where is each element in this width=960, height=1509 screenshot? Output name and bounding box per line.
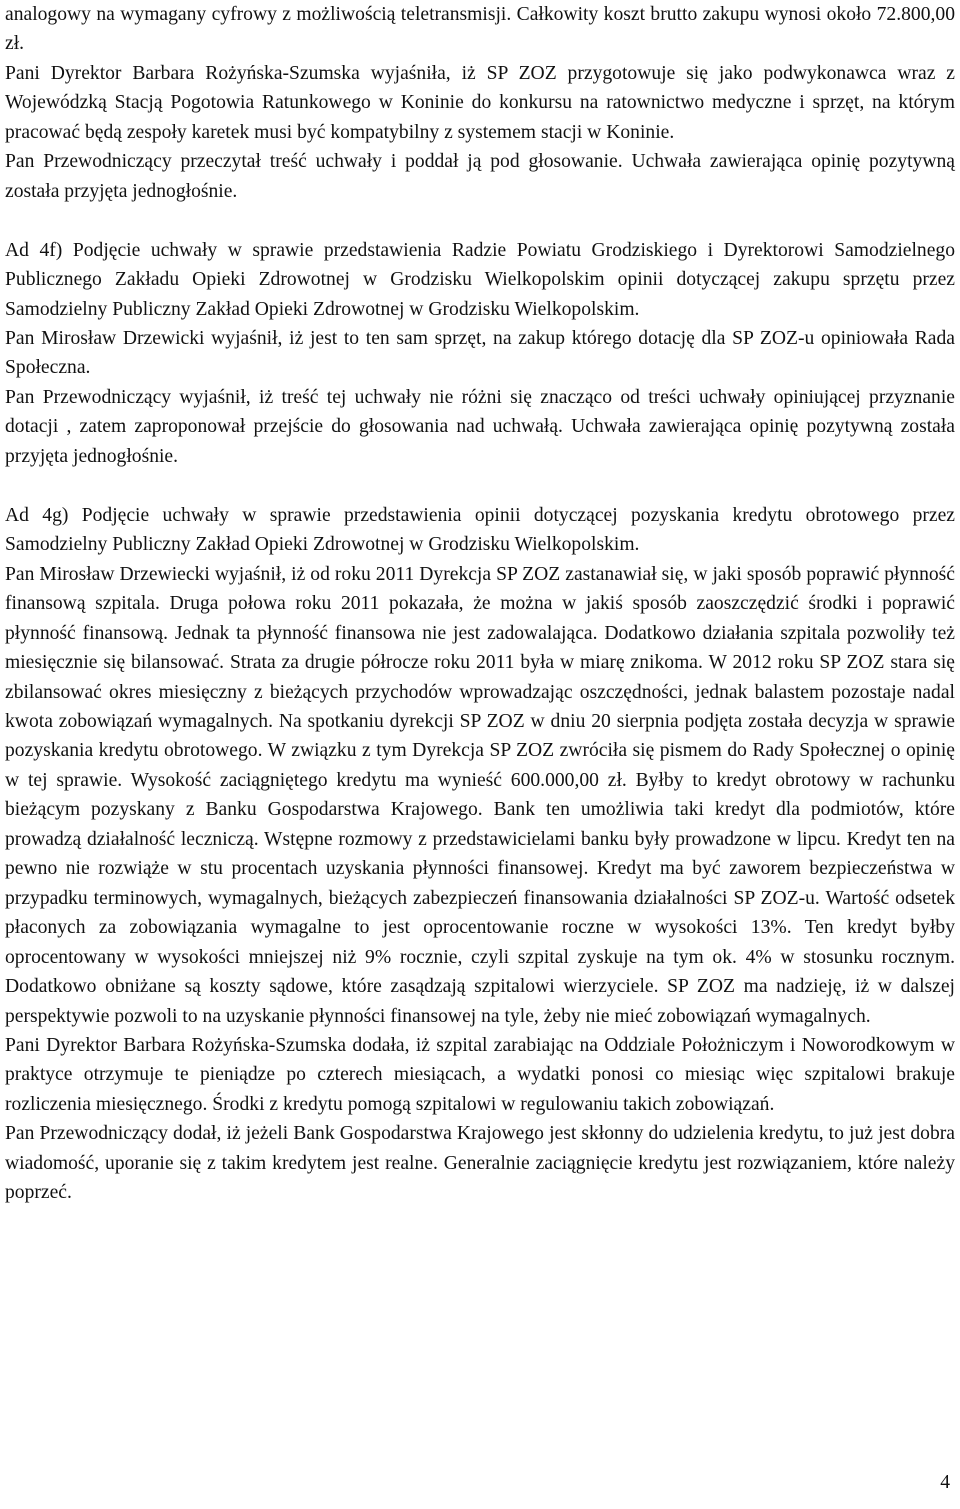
document-page: [5, 0, 955, 1208]
paragraph-item-4f-heading: Ad 4f) Podjęcie uchwały w sprawie przedstawienia Radzie Powiatu Grodziskiego i Dyrektorowi Samodzielnego Publicznego Zakładu Opieki Zdrowotnej w Grodzisku Wielkopolskim opinii dotyczącej zakupu sprzętu przez Samodzielny Publiczny Zakład Opieki Zdrowotnej w Grodzisku Wielkopolskim.: [5, 239, 955, 320]
paragraph-spacer: [5, 206, 955, 236]
paragraph-spacer: [5, 471, 955, 501]
paragraph-chairman-explanation: Pan Przewodniczący wyjaśnił, iż treść tej uchwały nie różni się znacząco od treści uchwały opiniującej przyznanie dotacji , zatem zaproponował przejście do głosowania nad uchwałą. Uchwała zawierająca opinię pozytywną została przyjęta jednogłośnie.: [5, 386, 955, 467]
paragraph-item-4g-heading: Ad 4g) Podjęcie uchwały w sprawie przedstawienia opinii dotyczącej pozyskania kredytu obrotowego przez Samodzielny Publiczny Zakład Opieki Zdrowotnej w Grodzisku Wielkopolskim.: [5, 504, 955, 556]
paragraph-cost-summary: analogowy na wymagany cyfrowy z możliwością teletransmisji. Całkowity koszt brutto zakupu wynosi około 72.800,00 zł.: [5, 4, 955, 55]
paragraph-credit-explanation: Pan Mirosław Drzewiecki wyjaśnił, iż od roku 2011 Dyrekcja SP ZOZ zastanawiał się, w jaki sposób poprawić płynność finansową szpitala. Druga połowa roku 2011 pokazała, że można w jakiś sposób zaoszczędzić środki i poprawić płynność finansową. Jednak ta płynność finansowa nie jest zadowalająca. Dodatkowo działania szpitala pozwoliły też miesięcznie się bilansować. Strata za drugie półrocze roku 2011 była w miarę znikoma. W 2012 roku SP ZOZ stara się zbilansować okres miesięczny z bieżących przychodów wprowadzając oszczędności, jednak balastem pozostaje nadal kwota zobowiązań wymagalnych. Na spotkaniu dyrekcji SP ZOZ w dniu 20 sierpnia podjęta została decyzja w sprawie pozyskania kredytu obrotowego. W związku z tym Dyrekcja SP ZOZ zwróciła się pismem do Rady Społecznej o opinię w tej sprawie. Wysokość zaciągniętego kredytu ma wynieść 600.000,00 zł. Byłby to kredyt obrotowy w rachunku bieżącym pozyskany z Banku Gospodarstwa Krajowego. Bank ten umożliwia taki kredyt dla podmiotów, które prowadzą działalność leczniczą. Wstępne rozmowy z przedstawicielami banku były prowadzone w lipcu. Kredyt ten na pewno nie rozwiąże w stu procentach uzyskania płynności finansowej. Kredyt ma być zaworem bezpieczeństwa w przypadku terminowych, wymagalnych, bieżących zabezpieczeń finansowania działalności SP ZOZ-u. Wartość odsetek płaconych za zobowiązania wymagalne to jest oprocentowanie roczne w wysokości 13%. Ten kredyt byłby oprocentowany w wysokości mniejszej niż 9% rocznie, czyli szpital zyskuje na tym ok. 4% w stosunku rocznym. Dodatkowo obniżane są koszty sądowe, które zasądzają szpitalowi wierzyciele. SP ZOZ ma nadzieję, iż w dalszej perspektywie pozwoli to na uzyskanie płynności finansowej na tyle, żeby nie mieć zobowiązań wymagalnych.: [5, 563, 955, 1027]
paragraph-director-addition: Pani Dyrektor Barbara Rożyńska-Szumska dodała, iż szpital zarabiając na Oddziale Położniczym i Noworodkowym w praktyce otrzymuje te pieniądze po czterech miesiącach, a wydatki ponosi co miesiąc więc szpitalowi brakuje rozliczenia miesięcznego. Środki z kredytu pomogą szpitalowi w regulowaniu takich zobowiązań.: [5, 1034, 955, 1115]
paragraph-drzewicki-explanation: Pan Mirosław Drzewicki wyjaśnił, iż jest to ten sam sprzęt, na zakup którego dotację dla SP ZOZ-u opiniowała Rada Społeczna.: [5, 328, 955, 379]
page-number: 4: [940, 1472, 950, 1493]
paragraph-director-explanation: Pani Dyrektor Barbara Rożyńska-Szumska wyjaśniła, iż SP ZOZ przygotowuje się jako podwykonawca wraz z Wojewódzką Stacją Pogotowia Ratunkowego w Koninie do konkursu na ratownictwo medyczne i sprzęt, na którym pracować będą zespoły karetek musi być kompatybilny z systemem stacji w Koninie.: [5, 62, 955, 143]
paragraph-chairman-addition: Pan Przewodniczący dodał, iż jeżeli Bank Gospodarstwa Krajowego jest skłonny do udzielenia kredytu, to już jest dobra wiadomość, uporanie się z takim kredytem jest realne. Generalnie zaciągnięcie kredytu jest rozwiązaniem, które należy poprzeć.: [5, 1123, 955, 1204]
paragraph-vote-result: Pan Przewodniczący przeczytał treść uchwały i poddał ją pod głosowanie. Uchwała zawierająca opinię pozytywną została przyjęta jednogłośnie.: [5, 151, 955, 202]
